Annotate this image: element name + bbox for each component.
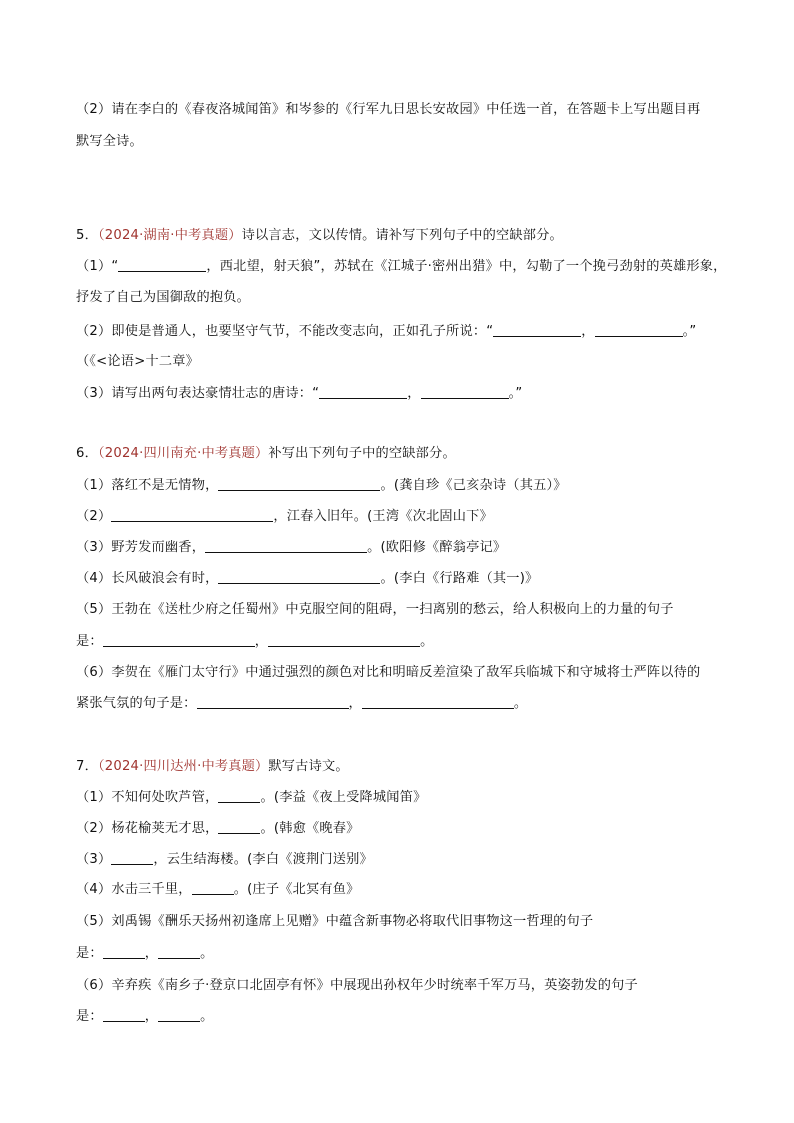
q7-part1-source: 。(李益《夜上受降城闻笛》 <box>260 790 427 805</box>
answer-blank[interactable] <box>197 694 349 709</box>
answer-blank[interactable] <box>103 944 145 959</box>
q5-part2-line2 <box>76 352 726 372</box>
separator: ， <box>581 324 595 339</box>
answer-blank[interactable] <box>319 384 407 399</box>
q5-source-tag: （2024·湖南·中考真题） <box>97 228 242 243</box>
q6-part4-text: （4）长风破浪会有时， <box>76 571 219 586</box>
q6-part5-line2 <box>76 632 726 652</box>
q6-part1-source: 。(龚自珍《己亥杂诗（其五）》 <box>380 478 567 493</box>
q7-part1 <box>76 788 726 808</box>
q4-part2-line2 <box>76 132 726 152</box>
q7-part5-text: （5）刘禹锡《酬乐天扬州初逢席上见赠》中蕴含新事物必将取代旧事物这一哲理的句子 <box>76 914 594 929</box>
answer-blank[interactable] <box>158 1007 200 1022</box>
q7-part2 <box>76 819 726 839</box>
q4-part2-text: （2）请在李白的《春夜洛城闻笛》和岑参的《行军九日思长安故园》中任选一首，在答题卡上写出题目再 <box>76 102 701 117</box>
q6-part4-source: 。(李白《行路难（其一)》 <box>380 571 539 586</box>
q5-part3-text: （3）请写出两句表达豪情壮志的唐诗：“ <box>76 386 320 401</box>
q7-stem: 默写古诗文。 <box>268 759 349 774</box>
q6-part5-line1 <box>76 600 726 620</box>
q4-part2-line1 <box>76 100 726 120</box>
line-end: 。 <box>200 946 214 961</box>
q6-part1-text: （1）落红不是无情物， <box>76 478 219 493</box>
q6-part5-text: （5）王勃在《送杜少府之任蜀州》中克服空间的阻碍，一扫离别的愁云，给人积极向上的力量的句子 <box>76 602 674 617</box>
answer-blank[interactable] <box>103 1007 145 1022</box>
q6-part3-text: （3）野芳发而幽香， <box>76 540 206 555</box>
line-end: 。” <box>508 386 523 401</box>
q7-part5-line2 <box>76 944 726 964</box>
separator: ， <box>348 696 362 711</box>
q7-part1-text: （1）不知何处吹芦管， <box>76 790 219 805</box>
line-end: 。” <box>682 324 697 339</box>
q5-part1-line1 <box>76 257 726 277</box>
q6-part6-line2 <box>76 694 726 714</box>
q5-part2-text: （2）即使是普通人，也要坚守气节，不能改变志向，正如孔子所说：“ <box>76 324 494 339</box>
q5-part1-prefix: （1）“ <box>76 259 119 274</box>
q7-number: 7． <box>76 759 98 774</box>
q7-part4-text: （4）水击三千里， <box>76 882 192 897</box>
q7-part4-source: 。(庄子《北冥有鱼》 <box>233 882 360 897</box>
q7-source-tag: （2024·四川达州·中考真题） <box>97 759 269 774</box>
q7-part6-line1 <box>76 976 726 996</box>
q7-part6-prefix: 是： <box>76 1009 103 1024</box>
answer-blank[interactable] <box>205 538 367 553</box>
q6-part2-prefix: （2） <box>76 509 112 524</box>
separator: ， <box>144 1009 159 1024</box>
answer-blank[interactable] <box>218 569 380 584</box>
q6-part6-line1 <box>76 663 726 683</box>
q5-number: 5． <box>76 228 98 243</box>
q5-part2-line1 <box>76 322 726 342</box>
q7-part6-text: （6）辛弃疾《南乡子·登京口北固亭有怀》中展现出孙权年少时统率千军万马，英姿勃发的句子 <box>76 978 638 993</box>
answer-blank[interactable] <box>111 507 273 522</box>
q7-part2-source: 。(韩愈《晚春》 <box>260 821 360 836</box>
answer-blank[interactable] <box>595 322 683 337</box>
q6-part4 <box>76 569 726 589</box>
q5-header <box>76 226 726 246</box>
q5-part3 <box>76 384 726 404</box>
line-end: 。 <box>200 1009 214 1024</box>
answer-blank[interactable] <box>192 880 234 895</box>
q6-part6-prefix: 紧张气氛的句子是： <box>76 696 197 711</box>
q5-part1-line2 <box>76 288 726 308</box>
q5-part2-source: （《<论语>十二章》 <box>76 354 199 369</box>
answer-blank[interactable] <box>421 384 509 399</box>
q5-part1-text: ，西北望，射天狼”，苏轼在《江城子·密州出猎》中，勾勒了一个挽弓劲射的英雄形象， <box>206 259 727 274</box>
answer-blank[interactable] <box>218 788 260 803</box>
q7-part6-line2 <box>76 1007 726 1027</box>
q7-header <box>76 757 726 777</box>
separator: ， <box>254 634 269 649</box>
q6-stem: 补写出下列句子中的空缺部分。 <box>268 446 456 461</box>
q6-part3-source: 。(欧阳修《醉翁亭记》 <box>367 540 507 555</box>
q4-part2-text-cont: 默写全诗。 <box>76 134 143 149</box>
answer-blank[interactable] <box>493 322 581 337</box>
line-end: 。 <box>420 634 434 649</box>
q7-part3-text: ，云生结海楼。(李白《渡荆门送别》 <box>153 852 373 867</box>
answer-blank[interactable] <box>118 257 206 272</box>
answer-blank[interactable] <box>218 819 260 834</box>
q6-part2 <box>76 507 726 527</box>
q5-stem: 诗以言志，文以传情。请补写下列句子中的空缺部分。 <box>241 228 563 243</box>
answer-blank[interactable] <box>268 632 420 647</box>
answer-blank[interactable] <box>103 632 255 647</box>
q6-part2-text: ，江春入旧年。(王湾《次北固山下》 <box>273 509 493 524</box>
q7-part5-prefix: 是： <box>76 946 103 961</box>
q6-part6-text: （6）李贺在《雁门太守行》中通过强烈的颜色对比和明暗反差渲染了敌军兵临城下和守城将士严阵以待的 <box>76 665 701 680</box>
q6-part5-prefix: 是： <box>76 634 103 649</box>
answer-blank[interactable] <box>218 476 380 491</box>
separator: ， <box>144 946 159 961</box>
q6-source-tag: （2024·四川南充·中考真题） <box>97 446 269 461</box>
q6-number: 6． <box>76 446 98 461</box>
q6-part1 <box>76 476 726 496</box>
q7-part5-line1 <box>76 912 726 932</box>
q6-part3 <box>76 538 726 558</box>
answer-blank[interactable] <box>362 694 514 709</box>
line-end: 。 <box>513 696 528 711</box>
q7-part2-text: （2）杨花榆荚无才思， <box>76 821 219 836</box>
answer-blank[interactable] <box>158 944 200 959</box>
answer-blank[interactable] <box>111 850 153 865</box>
q7-part3-prefix: （3） <box>76 852 112 867</box>
q6-header <box>76 444 726 464</box>
q5-part1-text-cont: 抒发了自己为国御敌的抱负。 <box>76 290 251 305</box>
q7-part3 <box>76 850 726 870</box>
separator: ， <box>407 386 421 401</box>
q7-part4 <box>76 880 726 900</box>
